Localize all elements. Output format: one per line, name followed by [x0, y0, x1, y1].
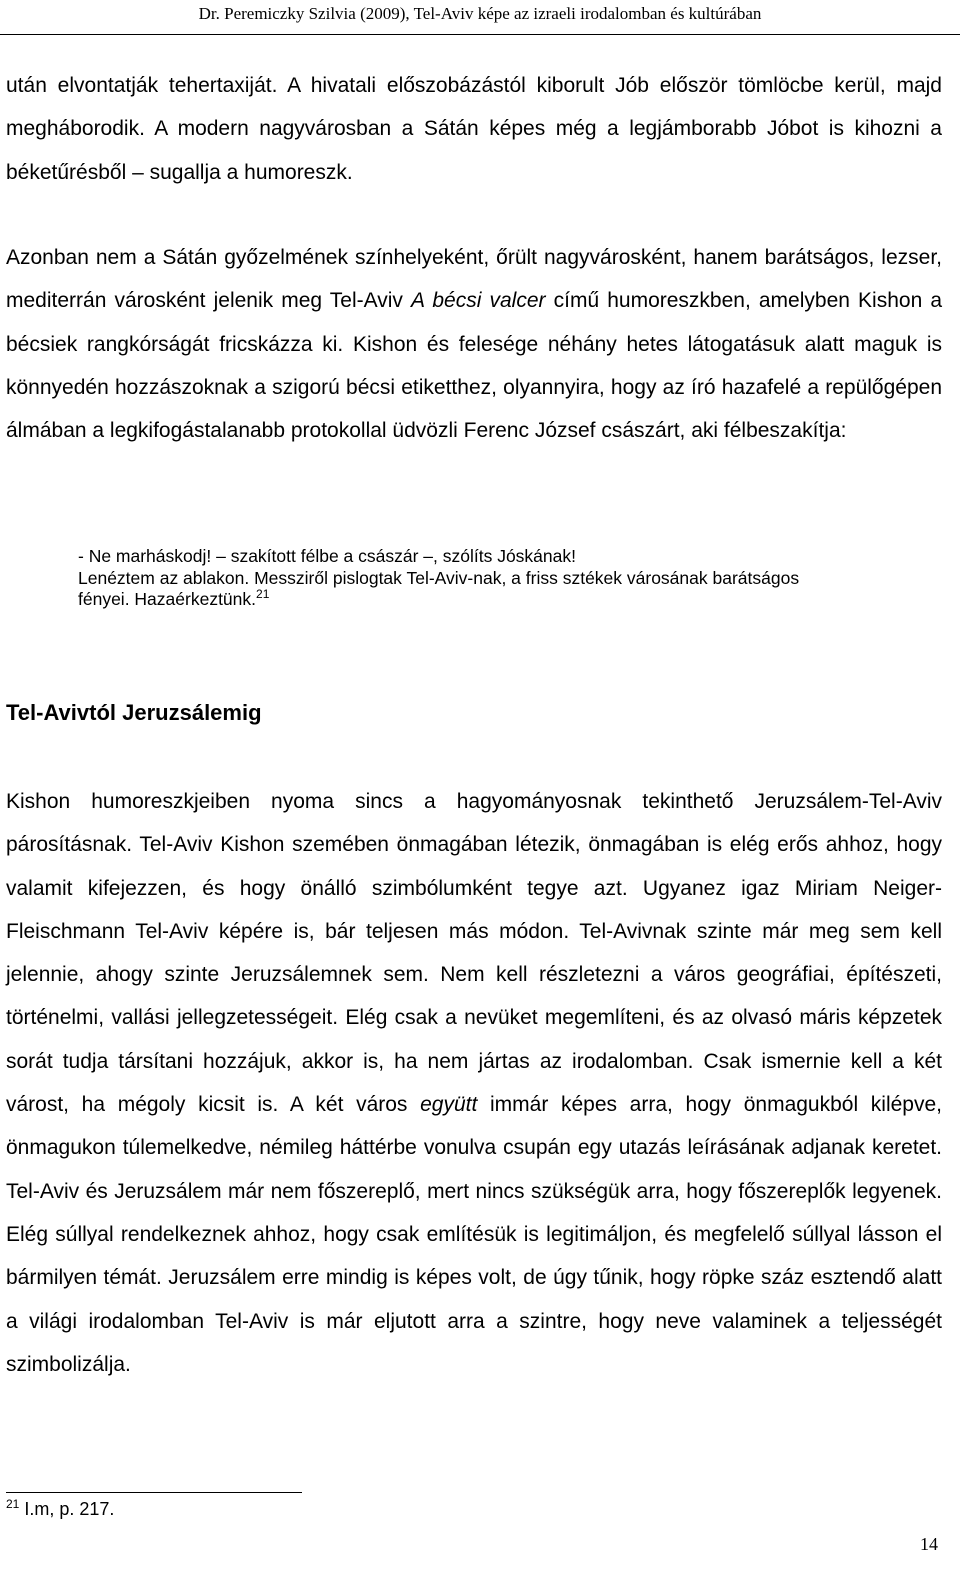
emphasis-text: együtt	[420, 1093, 478, 1117]
header-rule	[0, 34, 960, 35]
quote-line-text: fényei. Hazaérkeztünk.	[78, 589, 257, 609]
paragraph-job: után elvontatják tehertaxiját. A hivatali előszobázástól kiborult Jób először tömlöcbe kerül, majd megháborodik. A modern nagyvárosban a Sátán képes még a legjámborabb Jóbot is kihozni a béketűrésből – sugallja a humoreszk.	[6, 74, 942, 184]
footnote-number: 21	[6, 1497, 20, 1511]
quote-line: Lenéztem az ablakon. Messziről pislogtak Tel-Aviv-nak, a friss sztékek városának barátságos	[78, 567, 800, 588]
paragraph-vienna-waltz	[6, 236, 942, 452]
footnote-text: I.m, p. 217.	[19, 1499, 115, 1519]
paragraph-text-part: Kishon humoreszkjeiben nyoma sincs a hagyományosnak tekinthető Jeruzsálem-Tel-Aviv párosításnak. Tel-Aviv Kishon szemében önmagában létezik, önmagában is elég erős ahhoz, hogy valamit kifejezzen, és hogy önálló szimbólumként tegye azt. Ugyanez igaz Miriam Neiger-Fleischmann Tel-Aviv képére is, bár teljesen más módon. Tel-Avivnak szinte már meg sem kell jelennie, ahogy szinte Jeruzsálemnek sem. Nem kell részletezni a város geográfiai, építészeti, történelmi, vallási jellegzetességeit. Elég csak a nevüket megemlíteni, és az olvasó máris képzetek sorát tudja társítani hozzájuk, akkor is, ha nem jártas az irodalomban. Csak ismernie kell a két várost, ha mégoly kicsit is. A két város	[6, 790, 942, 1117]
paragraph-text-part: című humoreszkben, amelyben Kishon a bécsiek rangkórságát fricskázza ki. Kishon és felesége néhány hetes látogatásuk alatt maguk is könnyedén hozzászoknak a szigorú bécsi etiketthez, olyannyira, hogy az író hazafelé a repülőgépen álmában a legkifogástalanabb protokollal üdvözli Ferenc József császárt, aki félbeszakítja:	[6, 289, 943, 443]
section-heading: Tel-Avivtól Jeruzsálemig	[6, 700, 262, 725]
paragraph-tel-aviv-jerusalem	[6, 780, 942, 1386]
page-number: 14	[920, 1534, 938, 1554]
footnote-reference[interactable]: 21	[256, 587, 270, 602]
block-quote	[78, 546, 942, 611]
quote-line-last	[78, 589, 942, 611]
paragraph-text-part: Azonban nem a Sátán győzelmének színhelyeként, őrült nagyvárosként, hanem barátságos, lezser, mediterrán városként jelenik meg Tel-Aviv	[6, 246, 942, 313]
footnote	[6, 1497, 114, 1521]
footnote-rule	[6, 1492, 302, 1493]
work-title: A bécsi valcer	[411, 289, 546, 313]
quote-line: - Ne marháskodj! – szakított félbe a császár –, szólíts Jóskának!	[78, 546, 576, 566]
running-header: Dr. Peremiczky Szilvia (2009), Tel-Aviv képe az izraeli irodalomban és kultúrában	[198, 4, 762, 23]
paragraph-text-part: immár képes arra, hogy önmagukból kilépve, önmagukon túlemelkedve, némileg háttérbe vonulva csupán egy utazás leírásának adjanak keretet. Tel-Aviv és Jeruzsálem már nem főszereplő, mert nincs szükségük arra, hogy főszereplők legyenek. Elég súllyal rendelkeznek ahhoz, hogy csak említésük is legitimáljon, és megfelelő súllyal lásson el bármilyen témát. Jeruzsálem erre mindig is képes volt, de úgy tűnik, hogy röpke száz esztendő alatt a világi irodalomban Tel-Aviv is már eljutott arra a szintre, hogy neve valaminek a teljességét szimbolizálja.	[6, 1093, 942, 1376]
